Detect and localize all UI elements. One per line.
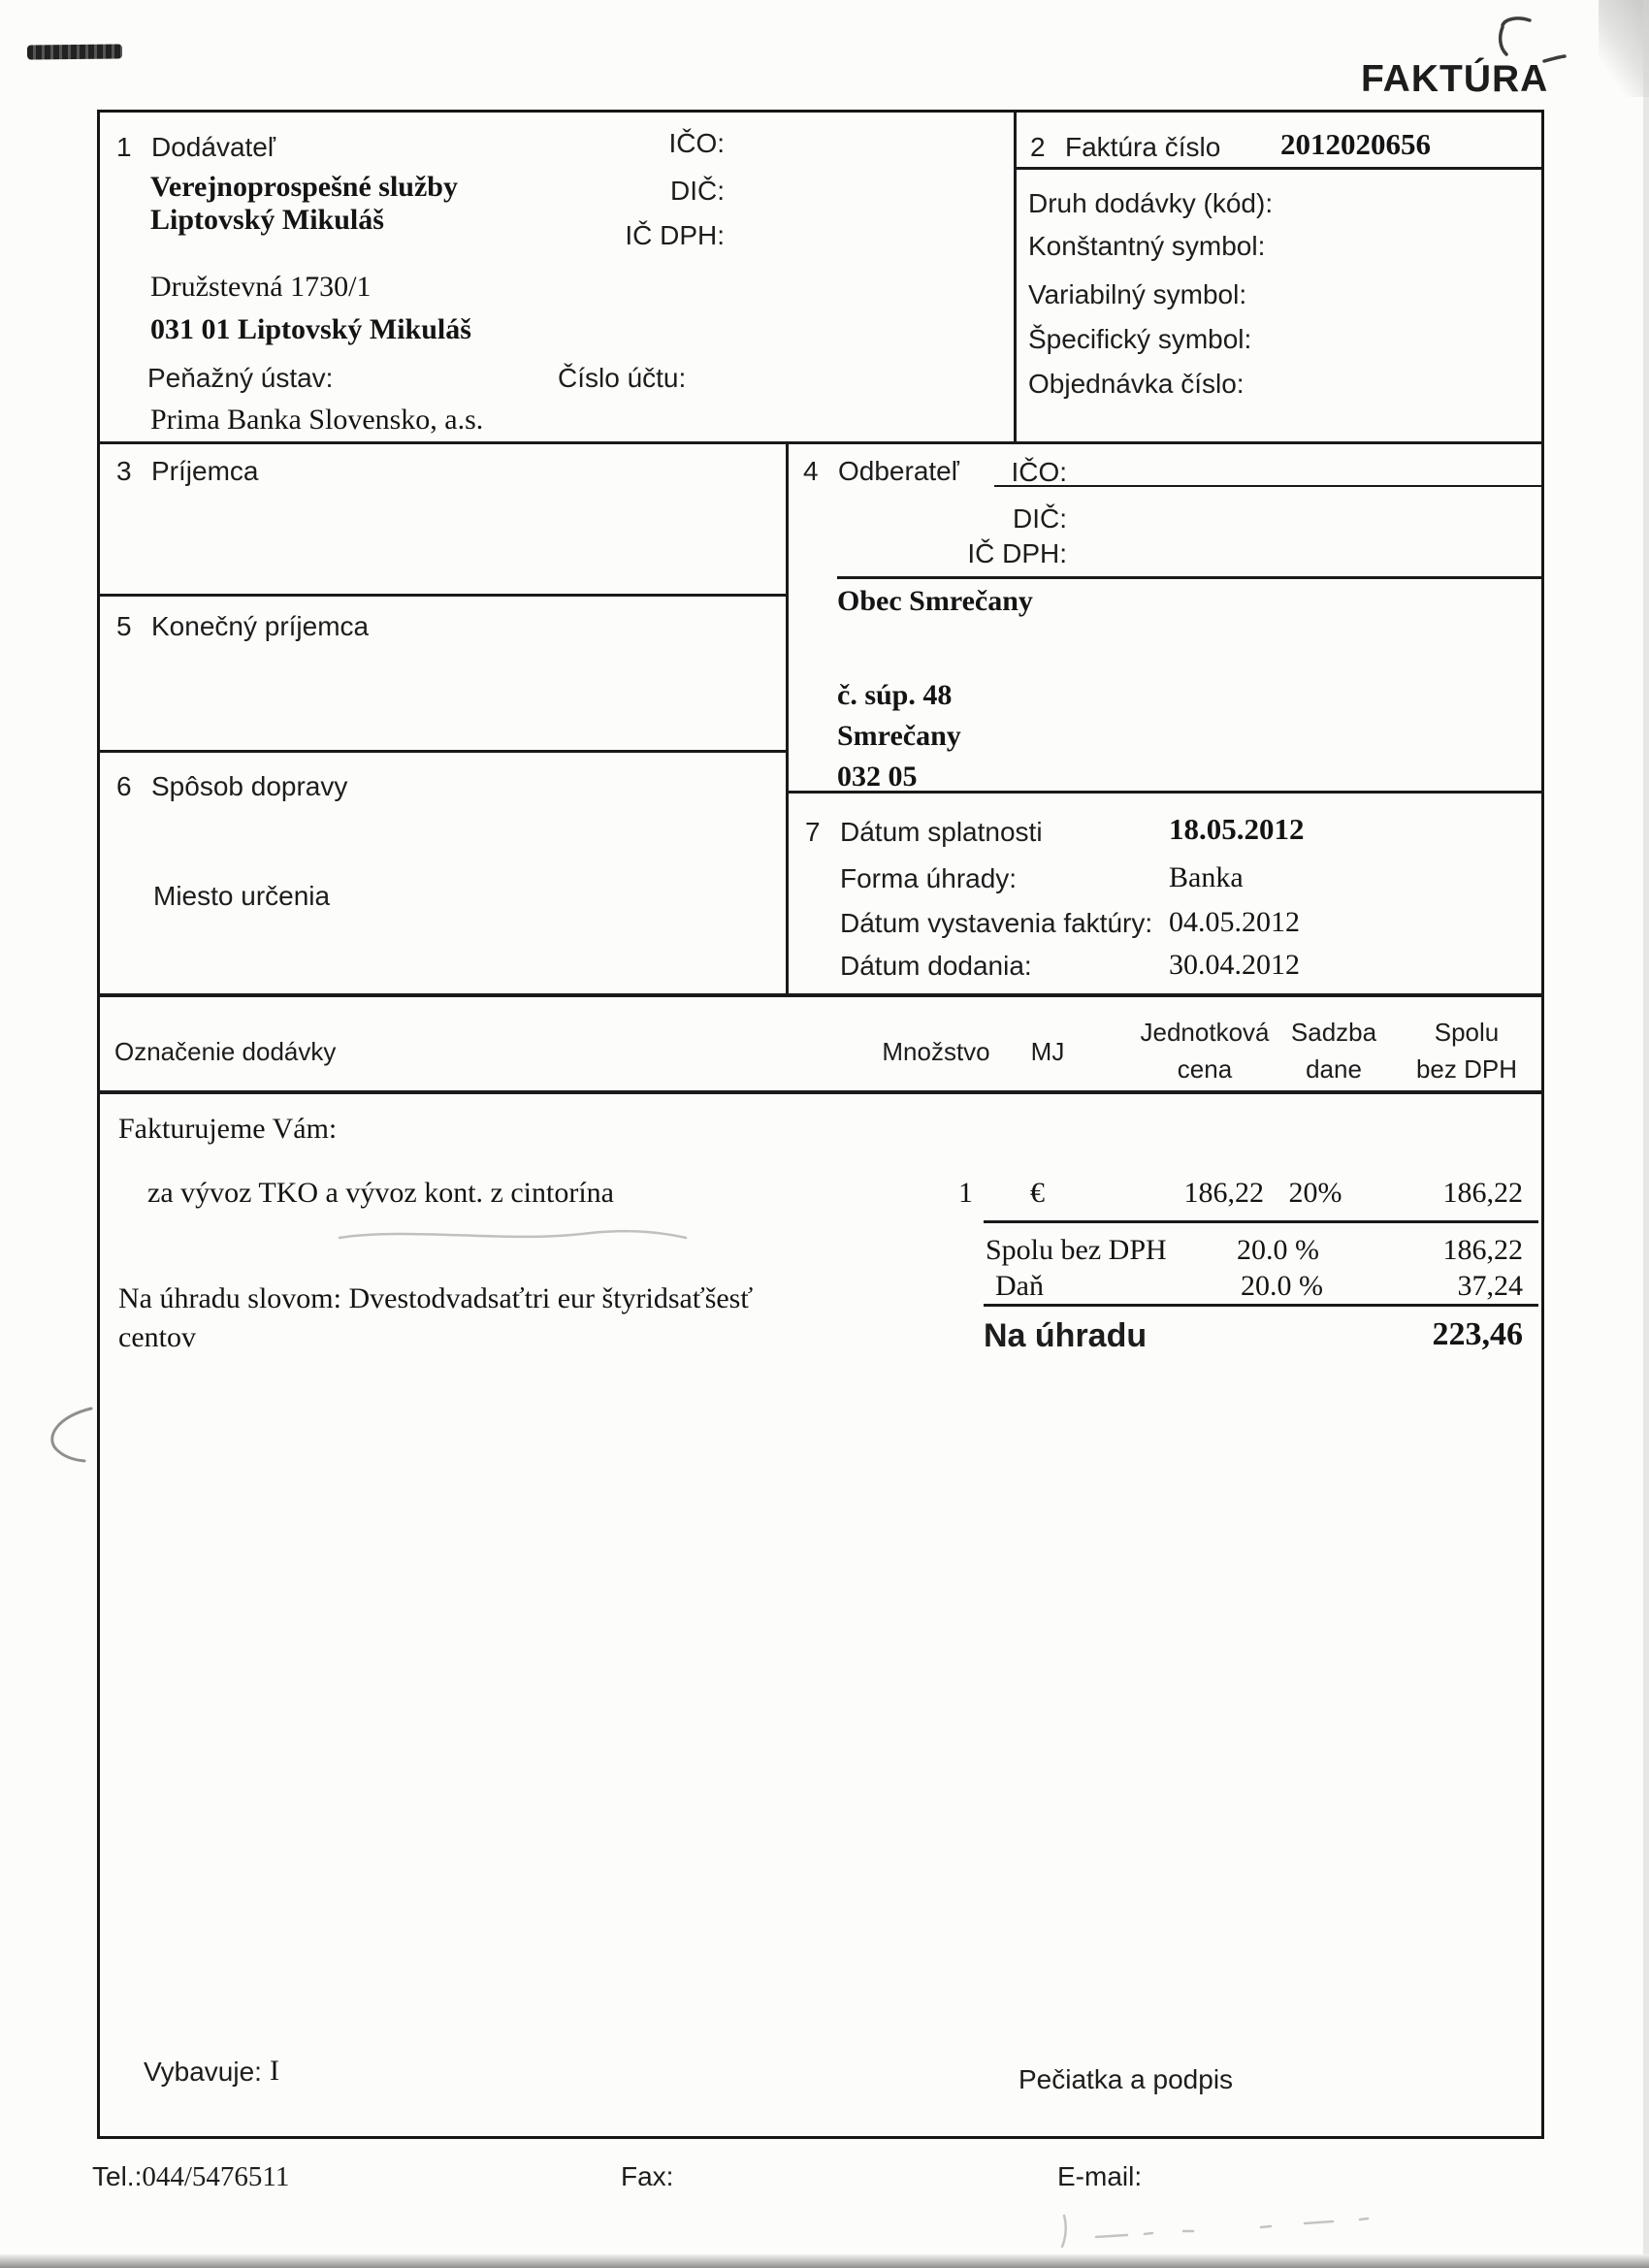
amount-in-words-line2: centov	[118, 1321, 196, 1353]
customer-icdph-label: IČ DPH:	[967, 538, 1067, 568]
specific-symbol-label: Špecifický symbol:	[1028, 324, 1252, 354]
invoice-intro-text: Fakturujeme Vám:	[118, 1113, 338, 1145]
variable-symbol-label: Variabilný symbol:	[1028, 279, 1247, 309]
constant-symbol-label: Konštantný symbol:	[1028, 231, 1266, 261]
totals-top-rule	[984, 1220, 1538, 1223]
table-header-bottom-rule	[97, 1090, 1544, 1094]
supplier-name-line1: Verejnoprospešné služby	[150, 171, 458, 203]
table-header-top-rule	[97, 993, 1544, 997]
footer-telephone	[92, 2161, 289, 2193]
stamp-signature-label: Pečiatka a podpis	[1018, 2064, 1234, 2094]
final-recipient-section-number: 5	[116, 611, 132, 641]
customer-section-number: 4	[803, 456, 819, 486]
divider-invoice-number	[1017, 167, 1541, 170]
column-tax-rate-line1: Sadzba	[1290, 1018, 1377, 1047]
subtotal-label: Spolu bez DPH	[986, 1234, 1167, 1266]
transport-section-number: 6	[116, 771, 132, 801]
divider-sec5-sec6	[97, 750, 788, 753]
destination-label: Miesto určenia	[153, 881, 331, 911]
column-unit-price-line1: Jednotková	[1140, 1018, 1270, 1047]
supplier-bank-name: Prima Banka Slovensko, a.s.	[150, 404, 484, 436]
handled-by-label: Vybavuje:	[144, 2057, 262, 2087]
scan-corner-shade	[1599, 0, 1649, 97]
customer-name: Obec Smrečany	[837, 585, 1033, 617]
tax-label: Daň	[995, 1270, 1044, 1302]
item-description: za vývoz TKO a vývoz kont. z cintorína	[147, 1177, 614, 1209]
pen-hook-mark	[1501, 18, 1565, 61]
issue-date-label: Dátum vystavenia faktúry:	[840, 908, 1153, 938]
scan-right-edge	[1643, 0, 1649, 2268]
totals-bottom-rule	[984, 1304, 1538, 1307]
divider-sec1-sec2	[1014, 113, 1017, 442]
column-tax-rate-line2: dane	[1306, 1054, 1362, 1084]
amount-due-value: 223,46	[1432, 1316, 1523, 1352]
telephone-label: Tel.:	[92, 2161, 143, 2191]
supplier-account-label: Číslo účtu:	[558, 363, 687, 393]
item-unit-price: 186,22	[1183, 1177, 1264, 1209]
supplier-bank-label: Peňažný ústav:	[147, 363, 334, 393]
supplier-section-number: 1	[116, 132, 132, 162]
amount-in-words-line1: Na úhradu slovom: Dvestodvadsaťtri eur štyridsaťšesť	[118, 1282, 754, 1314]
due-date-value: 18.05.2012	[1169, 812, 1305, 846]
customer-ico-underline	[994, 485, 1542, 487]
recipient-section-number: 3	[116, 456, 132, 486]
item-total: 186,22	[1442, 1177, 1523, 1209]
supplier-dic-label: DIČ:	[670, 176, 725, 206]
subtotal-rate: 20.0 %	[1237, 1234, 1319, 1266]
customer-section-label: Odberateľ	[838, 456, 959, 486]
supplier-city: 031 01 Liptovský Mikuláš	[150, 313, 471, 345]
issue-date-value: 04.05.2012	[1169, 906, 1300, 938]
customer-zip: 032 05	[837, 761, 918, 793]
column-quantity: Množstvo	[882, 1037, 990, 1066]
customer-dic-label: DIČ:	[1013, 503, 1067, 534]
payment-method-value: Banka	[1169, 861, 1244, 893]
pencil-bracket-mark	[52, 1409, 91, 1461]
column-unit-price-line2: cena	[1177, 1054, 1233, 1084]
invoice-number-label: Faktúra číslo	[1065, 132, 1221, 162]
subtotal-value: 186,22	[1442, 1234, 1523, 1266]
item-quantity: 1	[958, 1177, 973, 1209]
amount-due-label: Na úhradu	[984, 1317, 1148, 1354]
scanner-edge-strip	[0, 2254, 1649, 2268]
tax-value: 37,24	[1457, 1270, 1523, 1302]
divider-left-right-columns	[786, 444, 789, 994]
page-title: FAKTÚRA	[1361, 58, 1549, 100]
order-number-label: Objednávka číslo:	[1028, 369, 1245, 399]
handled-by-value: I	[270, 2055, 279, 2087]
column-designation: Označenie dodávky	[114, 1037, 337, 1066]
column-total-line2: bez DPH	[1415, 1054, 1518, 1084]
telephone-number: 044/5476511	[142, 2161, 290, 2192]
final-recipient-section-label: Konečný príjemca	[151, 611, 370, 641]
delivery-date-label: Dátum dodania:	[840, 951, 1032, 981]
customer-name-overline	[837, 576, 1542, 579]
customer-address-line2: Smrečany	[837, 720, 961, 752]
supplier-icdph-label: IČ DPH:	[625, 220, 725, 250]
invoice-section-number: 2	[1030, 132, 1046, 162]
item-tax-rate: 20%	[1288, 1177, 1342, 1209]
scan-smudge-mark	[27, 44, 122, 59]
payment-section-number: 7	[805, 817, 821, 847]
footer-email-label: E-mail:	[1057, 2161, 1143, 2191]
pencil-footer-marks	[1062, 2216, 1368, 2247]
payment-method-label: Forma úhrady:	[840, 863, 1018, 893]
transport-section-label: Spôsob dopravy	[151, 771, 348, 801]
supplier-name-line2: Liptovský Mikuláš	[150, 204, 384, 236]
delivery-date-value: 30.04.2012	[1169, 949, 1300, 981]
divider-top-row	[97, 441, 1544, 444]
customer-ico-label: IČO:	[1011, 457, 1067, 487]
due-date-label: Dátum splatnosti	[840, 817, 1043, 847]
invoice-number-value: 2012020656	[1280, 127, 1431, 161]
column-unit: MJ	[1030, 1037, 1065, 1066]
recipient-section-label: Príjemca	[151, 456, 259, 486]
divider-sec3-sec5	[97, 594, 788, 597]
supplier-ico-label: IČO:	[668, 128, 725, 158]
item-unit: €	[1030, 1177, 1045, 1209]
customer-address-line1: č. súp. 48	[837, 679, 953, 711]
supplier-section-label: Dodávateľ	[151, 132, 276, 162]
column-total-line1: Spolu	[1434, 1018, 1500, 1047]
supplier-street: Družstevná 1730/1	[150, 271, 372, 303]
delivery-kind-label: Druh dodávky (kód):	[1028, 188, 1274, 218]
tax-rate: 20.0 %	[1241, 1270, 1323, 1302]
footer-fax-label: Fax:	[621, 2161, 674, 2191]
